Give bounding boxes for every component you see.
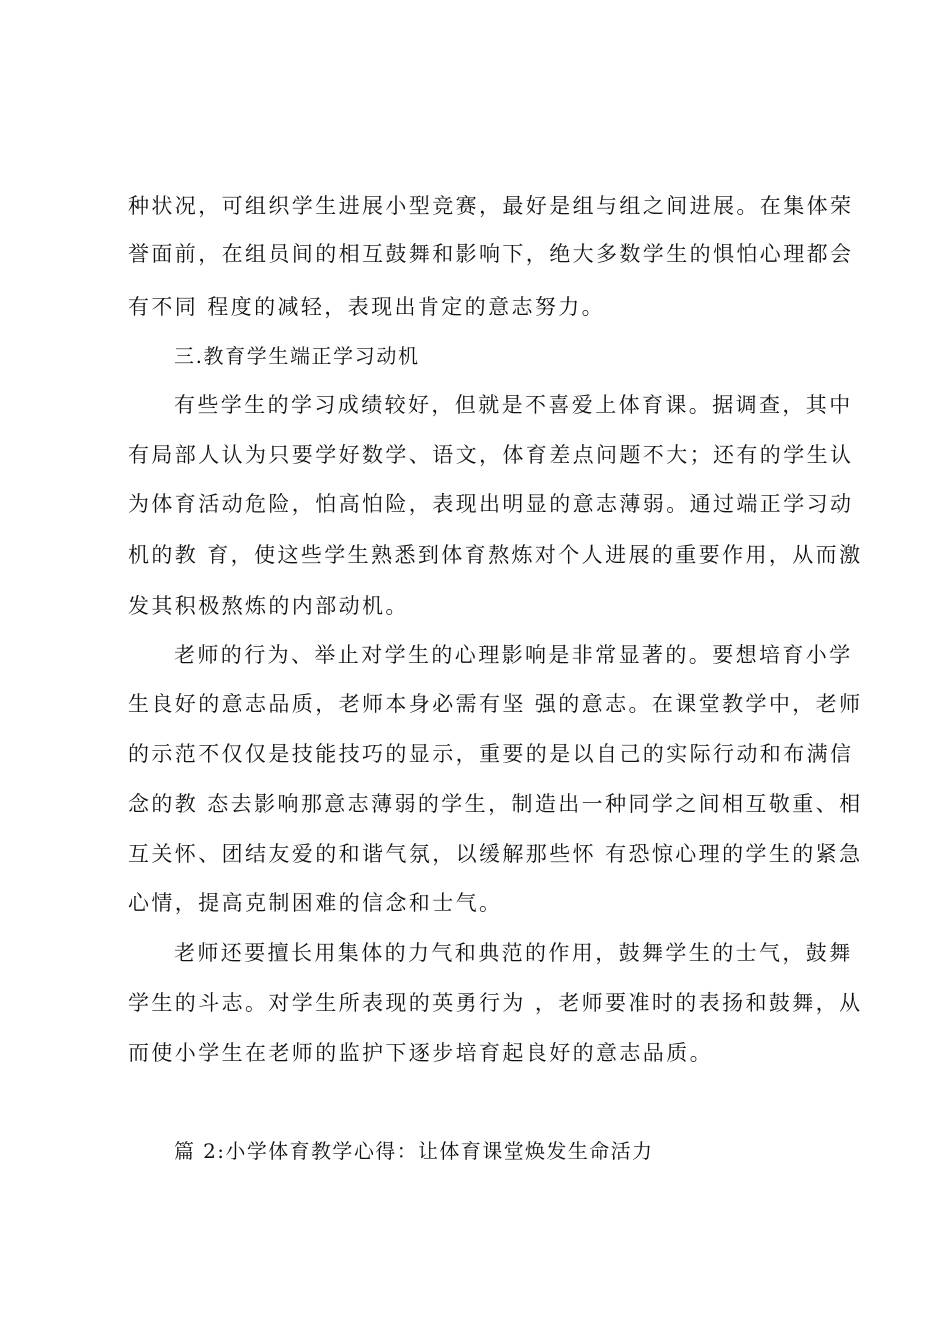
section-heading: 三.教育学生端正学习动机 [174, 344, 420, 368]
paragraph-4-line-2: 学生的斗志。对学生所表现的英勇行为 ，老师要准时的表扬和鼓舞，从 [128, 991, 863, 1015]
paragraph-3-line-4: 念的教 态去影响那意志薄弱的学生，制造出一种同学之间相互敬重、相 [128, 792, 863, 816]
paragraph-1-line-3: 有不同 程度的减轻，表现出肯定的意志努力。 [128, 295, 606, 319]
paragraph-1-line-2: 誉面前，在组员间的相互鼓舞和影响下，绝大多数学生的惧怕心理都会 [128, 242, 854, 266]
paragraph-2-line-5: 发其积极熬炼的内部动机。 [128, 594, 409, 618]
paragraph-3-line-3: 的示范不仅仅是技能技巧的显示，重要的是以自己的实际行动和布满信 [128, 742, 854, 766]
paragraph-1-line-1: 种状况，可组织学生进展小型竞赛，最好是组与组之间进展。在集体荣 [128, 194, 854, 218]
paragraph-2-line-3: 为体育活动危险，怕高怕险，表现出明显的意志薄弱。通过端正学习动 [128, 492, 854, 516]
next-article-title: 篇 2:小学体育教学心得：让体育课堂焕发生命活力 [174, 1139, 654, 1163]
paragraph-2-line-4: 机的教 育，使这些学生熟悉到体育熬炼对个人进展的重要作用，从而激 [128, 543, 863, 567]
paragraph-4-line-1: 老师还要擅长用集体的力气和典范的作用，鼓舞学生的士气，鼓舞 [174, 941, 853, 965]
paragraph-2-line-2: 有局部人认为只要学好数学、语文，体育差点问题不大；还有的学生认 [128, 443, 854, 467]
paragraph-4-line-3: 而使小学生在老师的监护下逐步培育起良好的意志品质。 [128, 1041, 713, 1065]
paragraph-2-line-1: 有些学生的学习成绩较好，但就是不喜爱上体育课。据调查，其中 [174, 393, 853, 417]
paragraph-3-line-2: 生良好的意志品质，老师本身必需有坚 强的意志。在课堂教学中，老师 [128, 692, 863, 716]
paragraph-3-line-5: 互关怀、团结友爱的和谐气氛，以缓解那些怀 有恐惊心理的学生的紧急 [128, 842, 863, 866]
paragraph-3-line-6: 心情，提高克制困难的信念和士气。 [128, 891, 503, 915]
paragraph-3-line-1: 老师的行为、举止对学生的心理影响是非常显著的。要想培育小学 [174, 643, 853, 667]
